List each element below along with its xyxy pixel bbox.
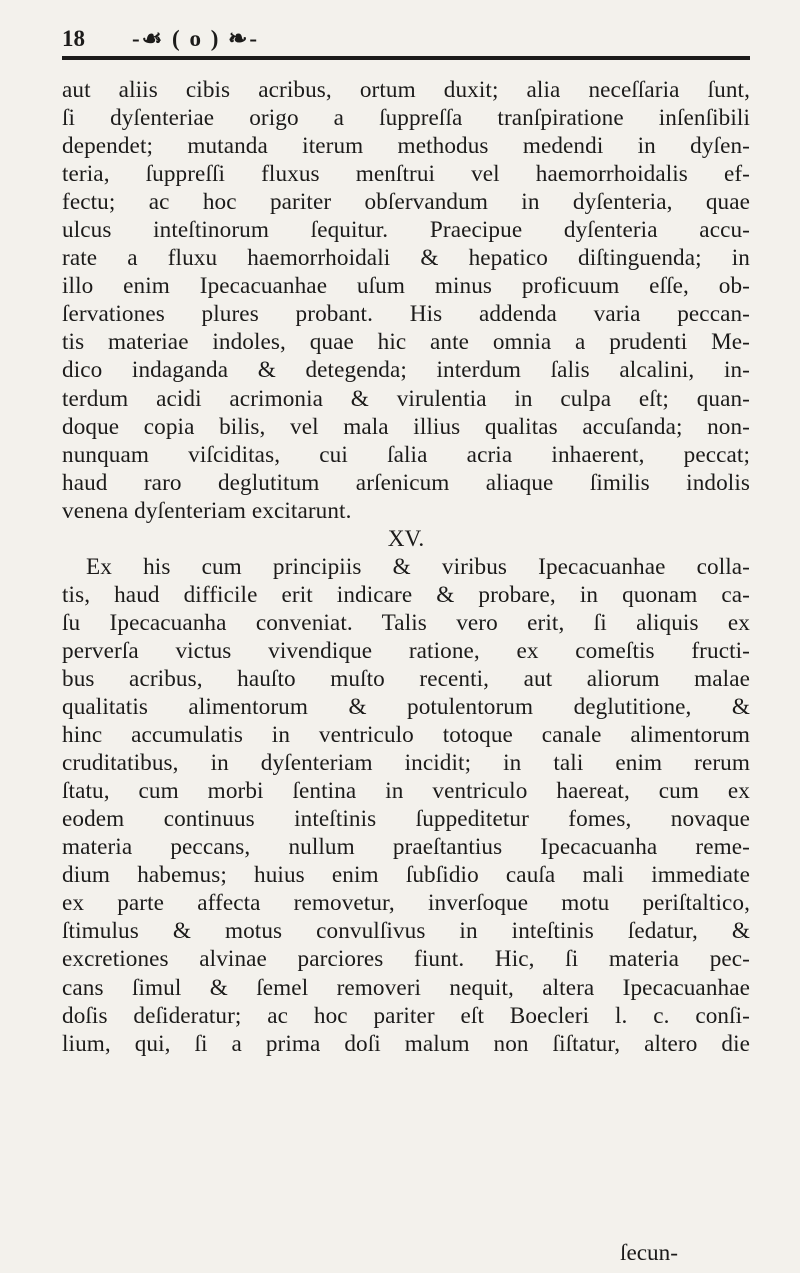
text-line: ex parte affecta removetur, inverſoque motu periſtaltico, — [62, 890, 750, 917]
text-line: aut aliis cibis acribus, ortum duxit; alia neceſſaria ſunt, — [62, 77, 750, 103]
text-line: cans ſimul & ſemel removeri nequit, altera Ipecacuanhae — [62, 974, 750, 1001]
text-line: haud raro deglutitum arſenicum aliaque ſimilis indolis — [62, 469, 750, 496]
text-line: doque copia bilis, vel mala illius qualitas accuſanda; non- — [62, 413, 750, 440]
text-line: lium, qui, ſi a prima doſi malum non ſiſtatur, altero die — [62, 1030, 750, 1057]
catchword: ſecun- — [620, 1240, 678, 1266]
text-line: Ex his cum principiis & viribus Ipecacuanhae colla- — [86, 553, 750, 580]
text-line: materia peccans, nullum praeſtantius Ipecacuanha reme- — [62, 834, 750, 861]
text-line: perverſa victus vivendique ratione, ex comeſtis fructi- — [62, 637, 750, 664]
text-line: ſtatu, cum morbi ſentina in ventriculo haereat, cum ex — [62, 778, 750, 805]
text-line: excretiones alvinae parciores fiunt. Hic, ſi materia pec- — [62, 946, 750, 973]
header-ornament: -☙ ( o ) ❧- — [132, 26, 260, 51]
text-line: teria, ſuppreſſi fluxus menſtrui vel haemorrhoidalis ef- — [62, 161, 750, 188]
text-line: illo enim Ipecacuanhae uſum minus proficuum eſſe, ob- — [62, 273, 750, 300]
text-line: dico indaganda & detegenda; interdum ſalis alcalini, in- — [62, 357, 750, 384]
page-number: 18 — [62, 26, 85, 51]
text-line: venena dyſenteriam excitarunt. — [62, 497, 352, 524]
text-line: rate a fluxu haemorrhoidali & hepatico diſtinguenda; in — [62, 245, 750, 272]
text-line: ulcus inteſtinorum ſequitur. Praecipue dyſenteria accu- — [62, 217, 750, 244]
text-line: ſervationes plures probant. His addenda varia peccan- — [62, 301, 750, 328]
text-line: dium habemus; huius enim ſubſidio cauſa mali immediate — [62, 862, 750, 889]
text-line: terdum acidi acrimonia & virulentia in culpa eſt; quan- — [62, 385, 750, 412]
text-line: fectu; ac hoc pariter obſervandum in dyſenteria, quae — [62, 189, 750, 216]
header-rule — [62, 56, 750, 60]
text-line: tis materiae indoles, quae hic ante omnia a prudenti Me- — [62, 329, 750, 356]
text-line: ſu Ipecacuanha conveniat. Talis vero erit, ſi aliquis ex — [62, 609, 750, 636]
body-text — [62, 76, 750, 1058]
text-line: eodem continuus inteſtinis ſuppeditetur fomes, novaque — [62, 806, 750, 833]
text-line: ſi dyſenteriae origo a ſuppreſſa tranſpiratione inſenſibili — [62, 105, 750, 132]
text-line: hinc accumulatis in ventriculo totoque canale alimentorum — [62, 722, 750, 749]
text-line: nunquam viſciditas, cui ſalia acria inhaerent, peccat; — [62, 441, 750, 468]
text-line: dependet; mutanda iterum methodus medendi in dyſen- — [62, 133, 750, 160]
text-line: tis, haud difficile erit indicare & probare, in quonam ca- — [62, 581, 750, 608]
section-heading: XV. — [387, 525, 425, 552]
text-line: doſis deſideratur; ac hoc pariter eſt Boecleri l. c. conſi- — [62, 1002, 750, 1029]
text-line: qualitatis alimentorum & potulentorum deglutitione, & — [62, 694, 750, 721]
text-line: cruditatibus, in dyſenteriam incidit; in tali enim rerum — [62, 750, 750, 777]
text-line: bus acribus, hauſto muſto recenti, aut aliorum malae — [62, 665, 750, 692]
text-line: ſtimulus & motus convulſivus in inteſtinis ſedatur, & — [62, 918, 750, 945]
